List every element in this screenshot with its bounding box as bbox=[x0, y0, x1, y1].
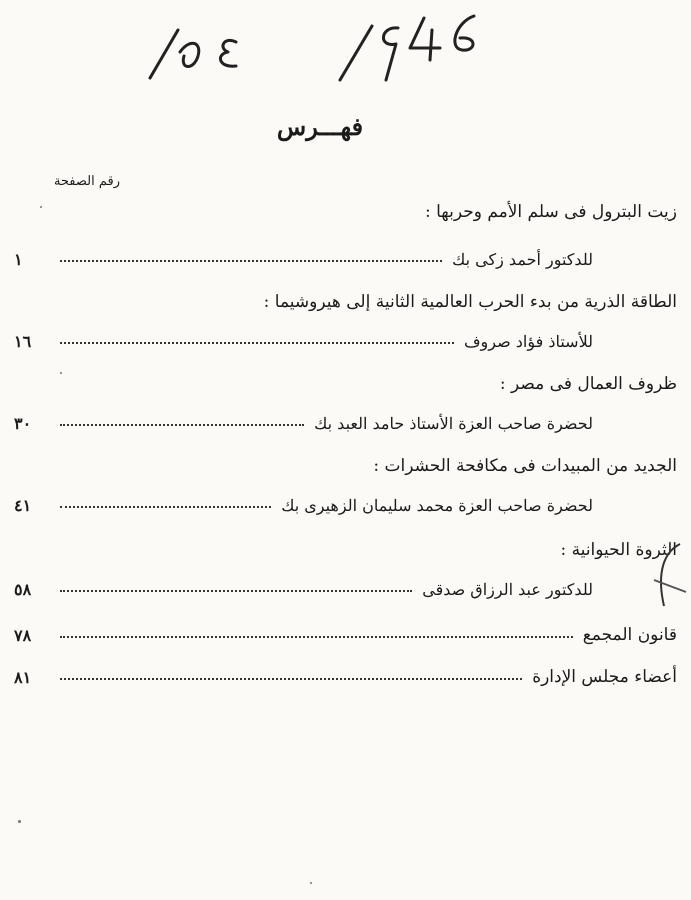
toc-entry-author-line bbox=[14, 576, 593, 602]
toc-entry-title: الجديد من المبيدات فى مكافحة الحشرات : bbox=[373, 456, 677, 476]
dot-leader bbox=[60, 590, 412, 592]
toc-page-number: ٤١ bbox=[14, 495, 32, 515]
scan-speck bbox=[18, 820, 21, 823]
scan-speck bbox=[60, 372, 62, 374]
toc-entry-author-line bbox=[14, 492, 593, 518]
toc-page-number: ٨١ bbox=[14, 667, 32, 687]
toc-single-entry bbox=[14, 622, 677, 648]
margin-pencil-mark bbox=[650, 540, 690, 610]
toc-entry-author: لحضرة صاحب العزة الأستاذ حامد العبد بك bbox=[314, 413, 593, 433]
toc-entry-author: للأستاذ فؤاد صروف bbox=[463, 331, 593, 351]
toc-page-number: ١٦ bbox=[14, 331, 32, 351]
toc-single-entry-label: أعضاء مجلس الإدارة bbox=[532, 667, 677, 687]
dot-leader bbox=[60, 260, 442, 262]
toc-entry-author: للدكتور أحمد زكى بك bbox=[452, 249, 593, 269]
toc-page-number: ١ bbox=[14, 249, 23, 269]
toc-entry-title: الطاقة الذرية من بدء الحرب العالمية الثانية إلى هيروشيما : bbox=[263, 292, 677, 312]
toc-single-entry-label: قانون المجمع bbox=[582, 625, 677, 645]
toc-entry-author-line bbox=[14, 246, 593, 272]
toc-entry-title: ظروف العمال فى مصر : bbox=[499, 374, 677, 394]
toc-entry-title: زيت البترول فى سلم الأمم وحربها : bbox=[424, 202, 677, 222]
toc-page-number: ٣٠ bbox=[14, 413, 32, 433]
toc-entry-title: الثروة الحيوانية : bbox=[560, 540, 677, 560]
toc-page-number: ٥٨ bbox=[14, 579, 32, 599]
dot-leader bbox=[60, 342, 454, 344]
dot-leader bbox=[60, 678, 522, 680]
toc-page-number: ٧٨ bbox=[14, 625, 32, 645]
toc-entry-author: لحضرة صاحب العزة محمد سليمان الزهيرى بك bbox=[281, 495, 593, 515]
toc-entry-author-line bbox=[14, 328, 593, 354]
handwritten-note bbox=[140, 8, 500, 88]
dot-leader bbox=[60, 424, 304, 426]
dot-leader bbox=[60, 506, 271, 508]
dot-leader bbox=[60, 636, 573, 638]
toc-entry-author-line bbox=[14, 410, 593, 436]
page-title: فهـــرس bbox=[276, 112, 364, 141]
toc-single-entry bbox=[14, 664, 677, 690]
scan-speck bbox=[40, 206, 42, 208]
scan-speck bbox=[310, 882, 312, 884]
toc-entry-author: للدكتور عبد الرزاق صدقى bbox=[422, 579, 593, 599]
page-number-column-header: رقم الصفحة bbox=[53, 174, 120, 189]
